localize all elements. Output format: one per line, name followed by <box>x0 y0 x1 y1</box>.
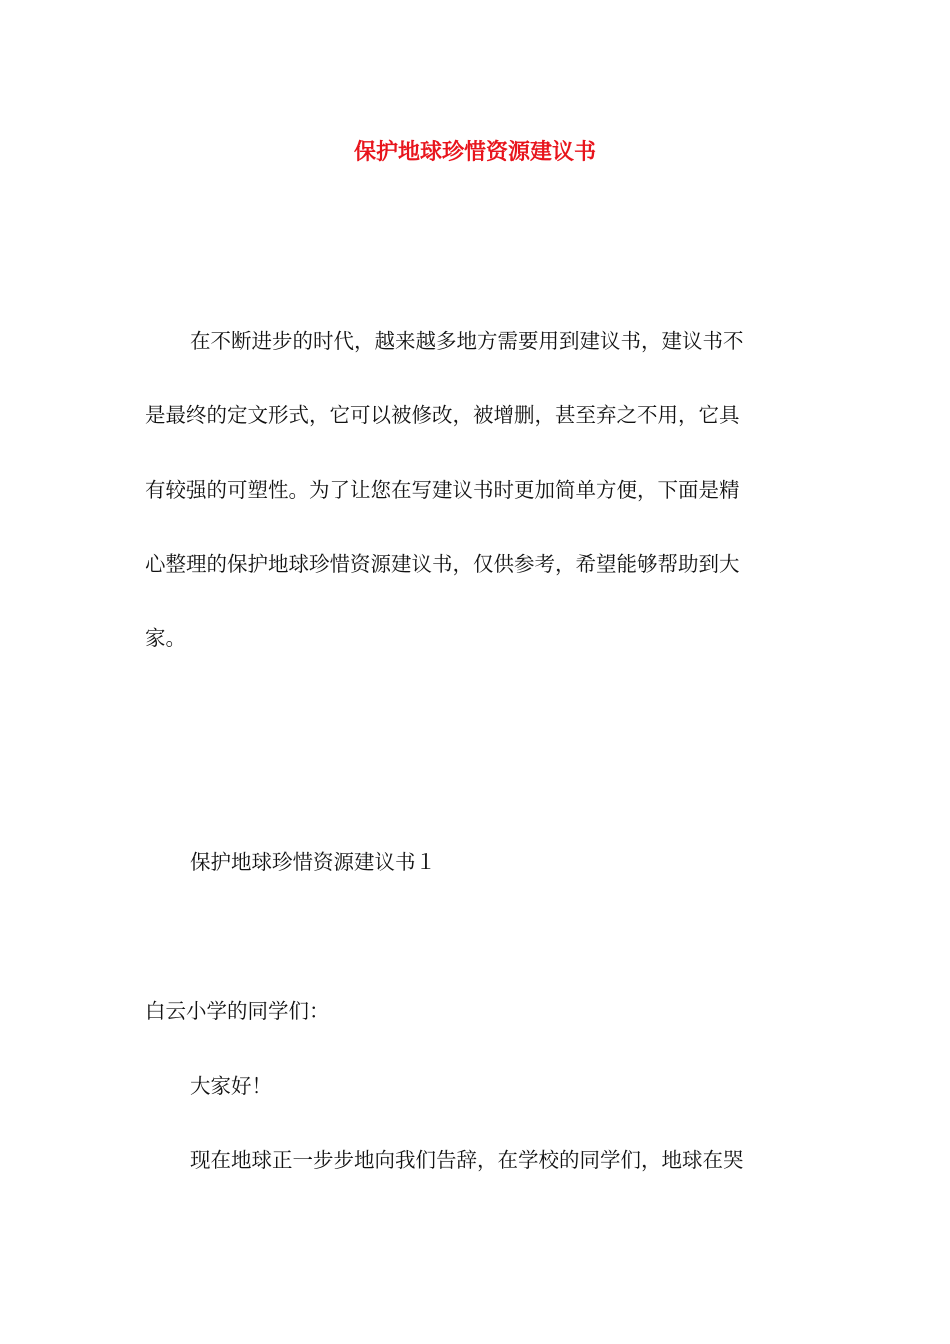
intro-line-4: 心整理的保护地球珍惜资源建议书，仅供参考，希望能够帮助到大 <box>145 552 740 576</box>
intro-line-2: 是最终的定文形式，它可以被修改，被增删，甚至弃之不用，它具 <box>145 403 740 427</box>
intro-line-5: 家。 <box>145 626 186 650</box>
greeting: 大家好！ <box>190 1074 272 1098</box>
section-heading: 保护地球珍惜资源建议书１ <box>190 850 436 874</box>
salutation: 白云小学的同学们： <box>145 999 330 1023</box>
document-title: 保护地球珍惜资源建议书 <box>353 139 596 165</box>
intro-line-1: 在不断进步的时代，越来越多地方需要用到建议书，建议书不 <box>190 329 744 353</box>
intro-line-3: 有较强的可塑性。为了让您在写建议书时更加简单方便，下面是精 <box>145 478 740 502</box>
body-line-1: 现在地球正一步步地向我们告辞，在学校的同学们，地球在哭 <box>190 1148 744 1172</box>
